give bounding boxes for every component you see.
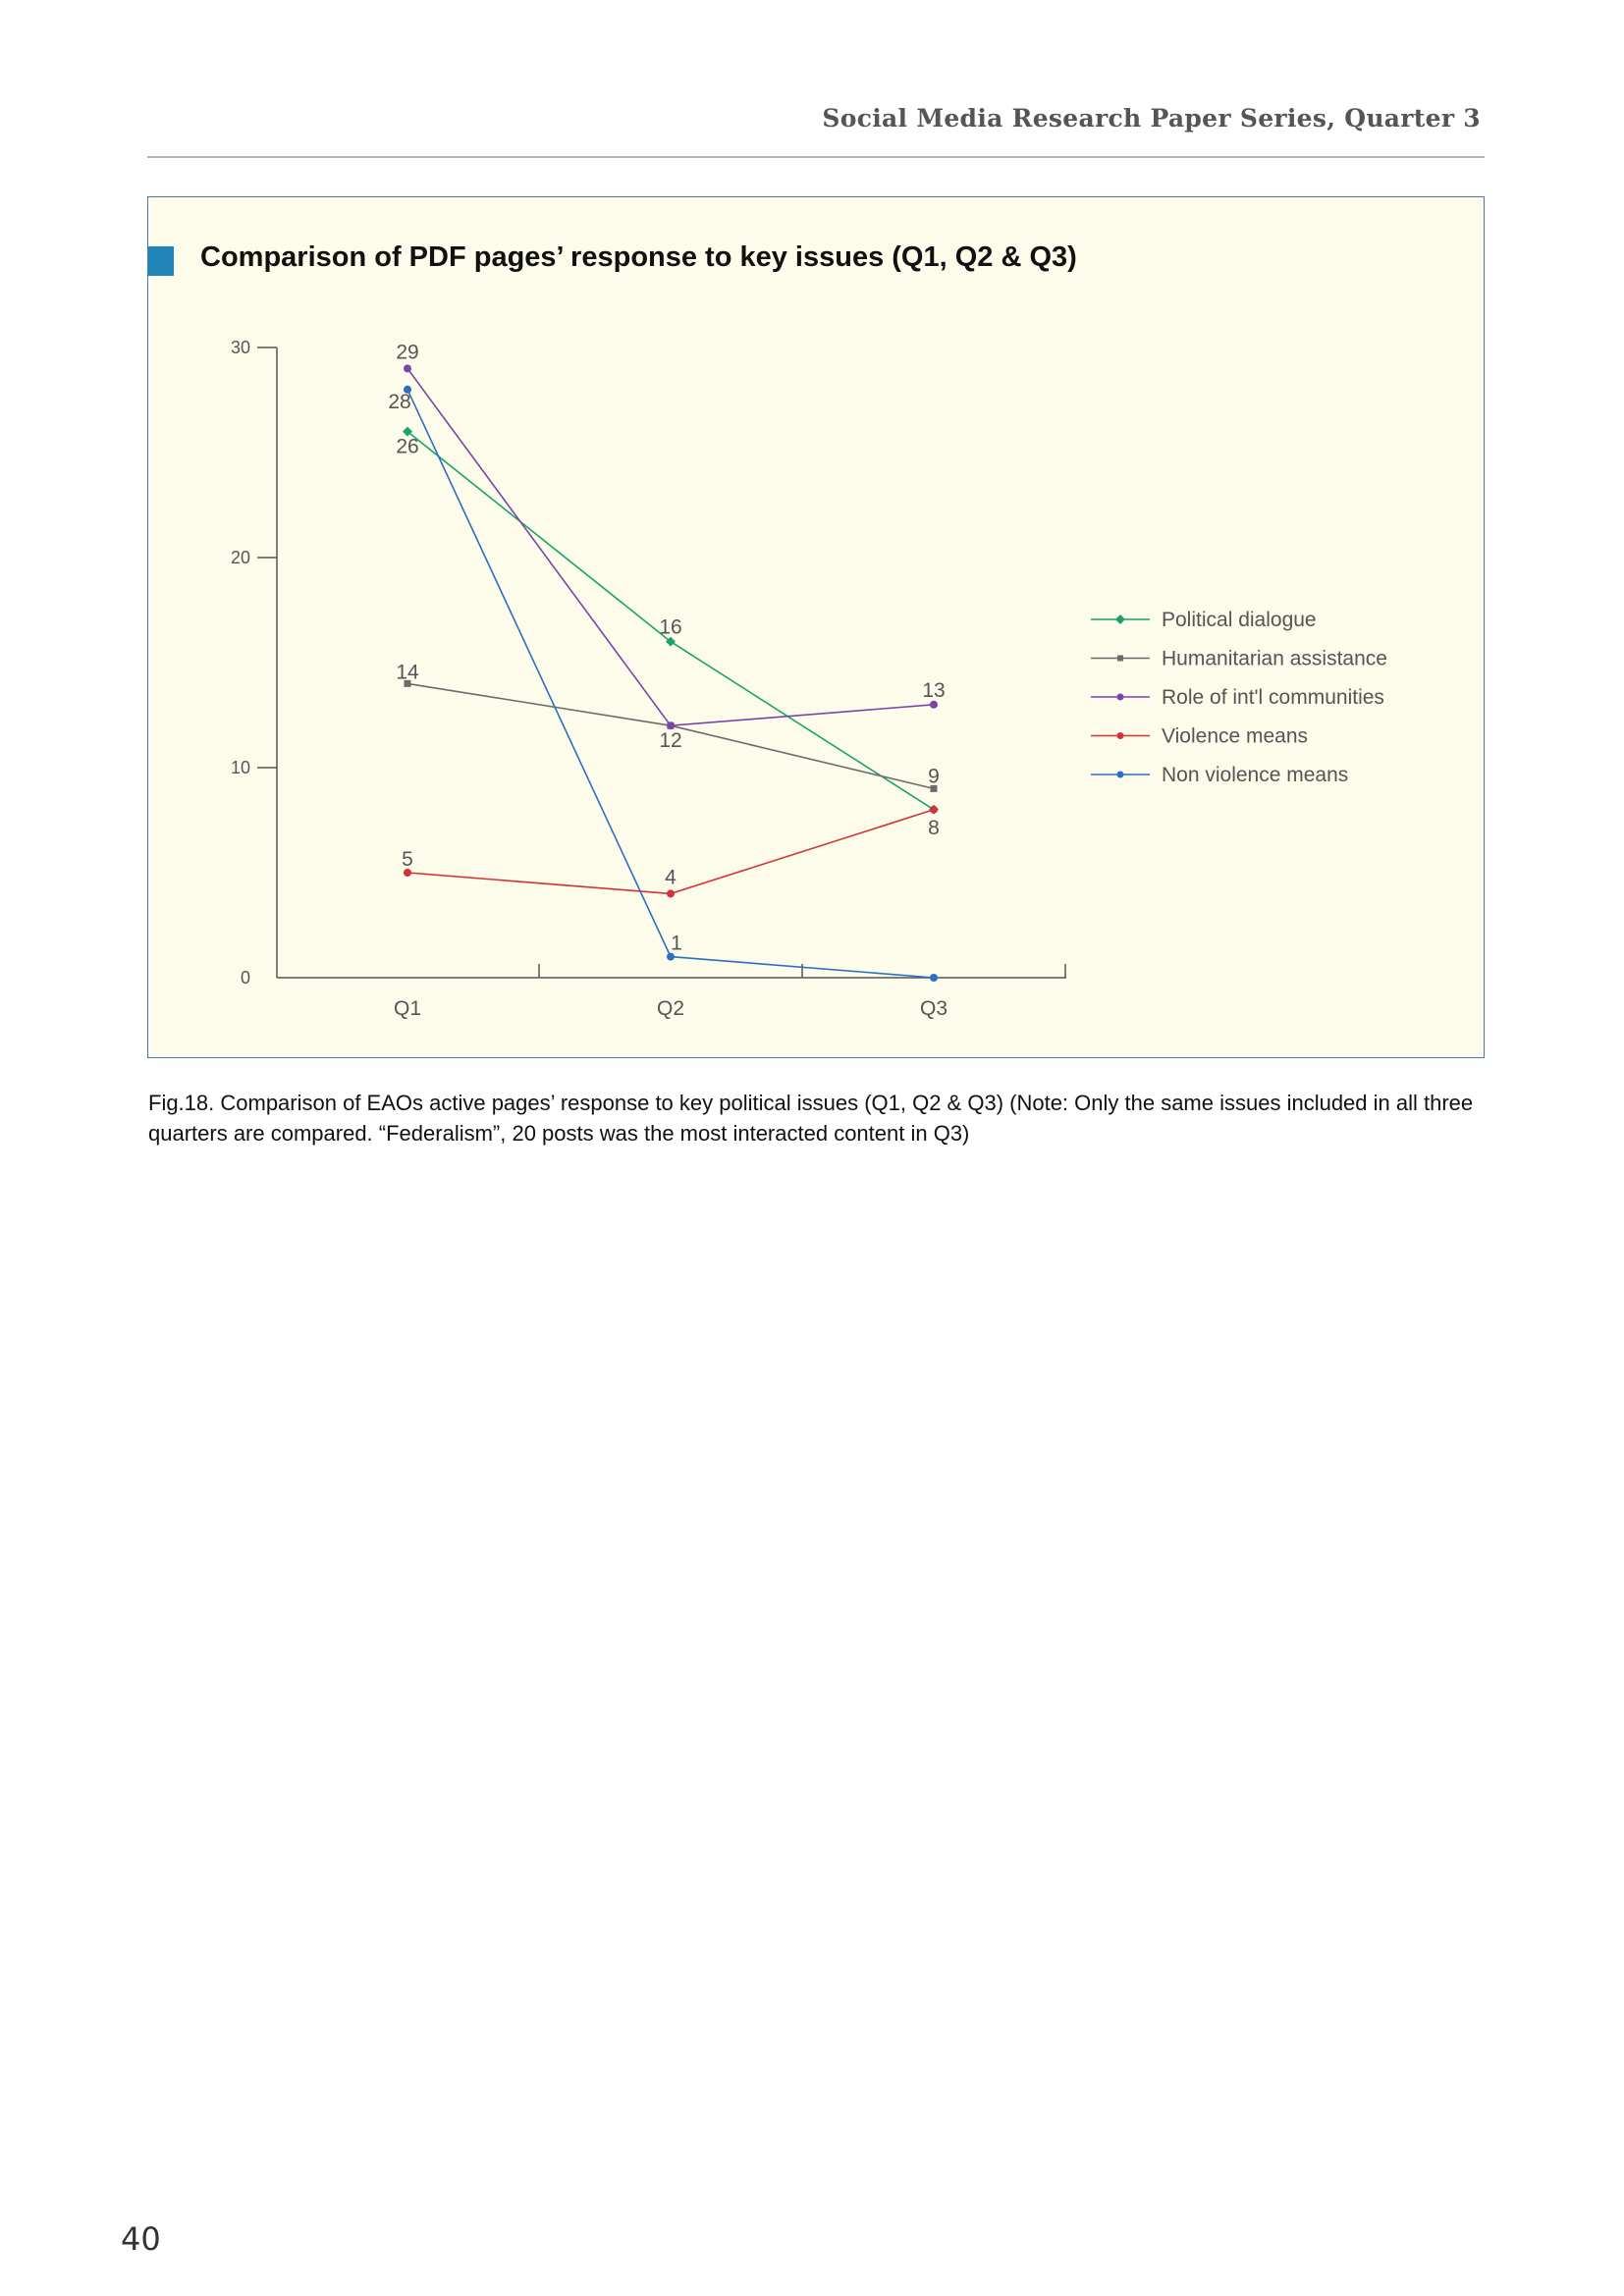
series-line-2 xyxy=(407,368,934,725)
x-tick-label-q2: Q2 xyxy=(656,997,685,1020)
legend-marker xyxy=(1117,772,1124,778)
data-label-13: 13 xyxy=(922,678,946,702)
x-tick-label-q3: Q3 xyxy=(919,997,948,1020)
data-label-4: 4 xyxy=(665,866,677,889)
y-tick-label-30: 30 xyxy=(230,338,250,357)
data-label-14: 14 xyxy=(396,661,419,684)
data-label-28: 28 xyxy=(388,390,411,413)
x-tick-label-q1: Q1 xyxy=(393,997,422,1020)
data-point xyxy=(404,364,411,372)
legend-label-1: Humanitarian assistance xyxy=(1162,647,1387,670)
data-point xyxy=(667,721,675,729)
data-label-8: 8 xyxy=(928,816,940,839)
data-point xyxy=(930,806,938,814)
data-label-16: 16 xyxy=(659,615,682,639)
data-label-5: 5 xyxy=(402,848,413,871)
data-label-12: 12 xyxy=(659,729,682,753)
series-line-4 xyxy=(407,390,934,978)
legend-marker xyxy=(1117,656,1123,662)
line-chart xyxy=(148,197,1484,1057)
y-tick-label-0: 0 xyxy=(240,968,250,988)
data-point xyxy=(930,701,938,709)
figure-caption: Fig.18. Comparison of EAOs active pages’ response to key political issues (Q1, Q2 & Q3) (Note: Only the same issues included in all three quarters are compared. “Federalism”, 20 posts was the most interacted content in Q3) xyxy=(148,1091,1474,1146)
figure-panel xyxy=(147,196,1485,1058)
header-rule xyxy=(147,156,1485,158)
chart-title: Comparison of PDF pages’ response to key issues (Q1, Q2 & Q3) xyxy=(200,241,1077,273)
legend-label-0: Political dialogue xyxy=(1162,609,1317,631)
page-number: 40 xyxy=(121,2220,161,2258)
data-label-1: 1 xyxy=(671,932,682,955)
y-tick-label-20: 20 xyxy=(230,548,250,567)
legend-label-3: Violence means xyxy=(1162,724,1309,748)
data-label-26: 26 xyxy=(396,435,419,458)
legend-marker xyxy=(1115,614,1125,624)
legend-label-4: Non violence means xyxy=(1162,764,1349,786)
legend-label-2: Role of int'l communities xyxy=(1162,686,1384,709)
data-point xyxy=(930,974,938,982)
running-header: Social Media Research Paper Series, Quarter 3 xyxy=(822,104,1481,133)
data-label-29: 29 xyxy=(396,341,419,364)
y-tick-label-10: 10 xyxy=(230,758,250,777)
data-point xyxy=(667,889,675,897)
data-label-9: 9 xyxy=(928,765,940,788)
legend-marker xyxy=(1117,694,1124,701)
legend-marker xyxy=(1117,732,1124,739)
